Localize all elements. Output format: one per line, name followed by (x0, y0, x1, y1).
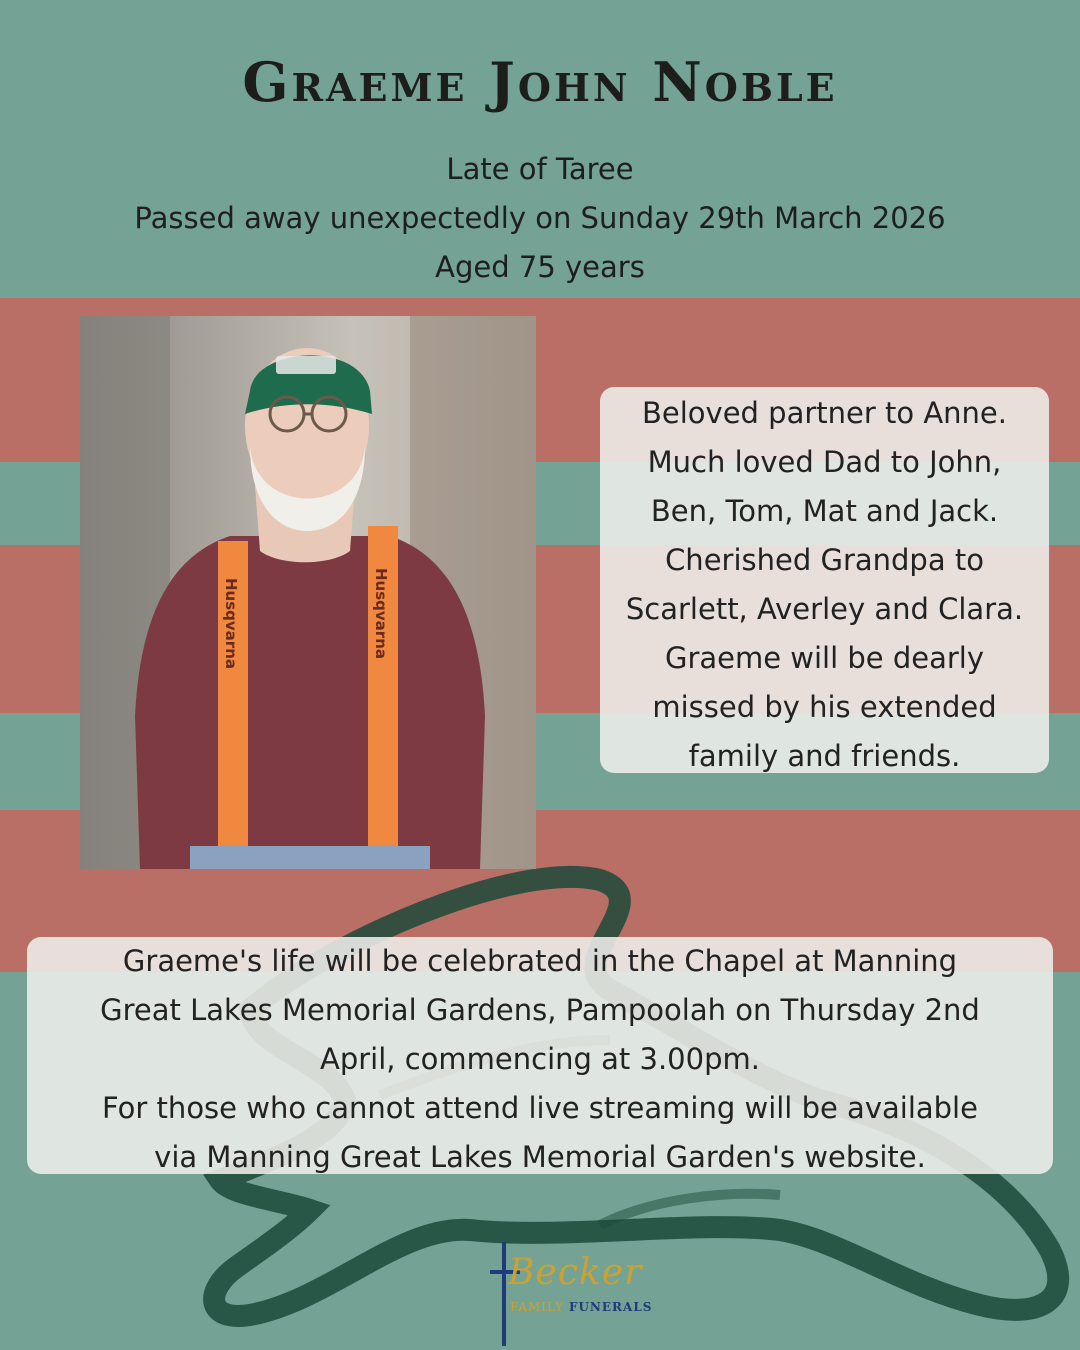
family-line: Scarlett, Averley and Clara. (625, 592, 1024, 626)
passing-line: Passed away unexpectedly on Sunday 29th March 2026 (134, 201, 946, 235)
service-line: April, commencing at 3.00pm. (320, 1042, 760, 1076)
cross-icon (502, 1242, 506, 1346)
service-line: Great Lakes Memorial Gardens, Pampoolah on Thursday 2nd (100, 993, 980, 1027)
service-line: Graeme's life will be celebrated in the Chapel at Manning (122, 944, 958, 978)
family-line: Ben, Tom, Mat and Jack. (650, 494, 999, 528)
portrait-illustration (80, 316, 536, 869)
family-line: missed by his extended (652, 690, 997, 724)
age-line: Aged 75 years (435, 250, 645, 284)
service-line: For those who cannot attend live streaming will be available (102, 1091, 978, 1125)
family-line: Cherished Grandpa to (665, 543, 984, 577)
family-line: family and friends. (688, 739, 961, 773)
residence-line: Late of Taree (446, 152, 634, 186)
suspender-brand-text-right: Husqvarna (372, 568, 390, 659)
service-details-card (27, 937, 1053, 1174)
family-message-card (600, 387, 1049, 773)
service-line: via Manning Great Lakes Memorial Garden's website. (154, 1140, 926, 1174)
family-line: Beloved partner to Anne. (642, 396, 1007, 430)
deceased-name-title: Graeme John Noble (242, 50, 838, 114)
obituary-info (0, 145, 1080, 292)
becker-family-funerals-logo (486, 1238, 656, 1348)
logo-name: Becker (508, 1252, 643, 1293)
family-line: Graeme will be dearly (664, 641, 985, 675)
family-line: Much loved Dad to John, (647, 445, 1002, 479)
suspender-brand-text-left: Husqvarna (222, 578, 240, 669)
logo-subtitle: FAMILY FUNERALS (510, 1300, 653, 1314)
portrait-photo (80, 316, 536, 869)
